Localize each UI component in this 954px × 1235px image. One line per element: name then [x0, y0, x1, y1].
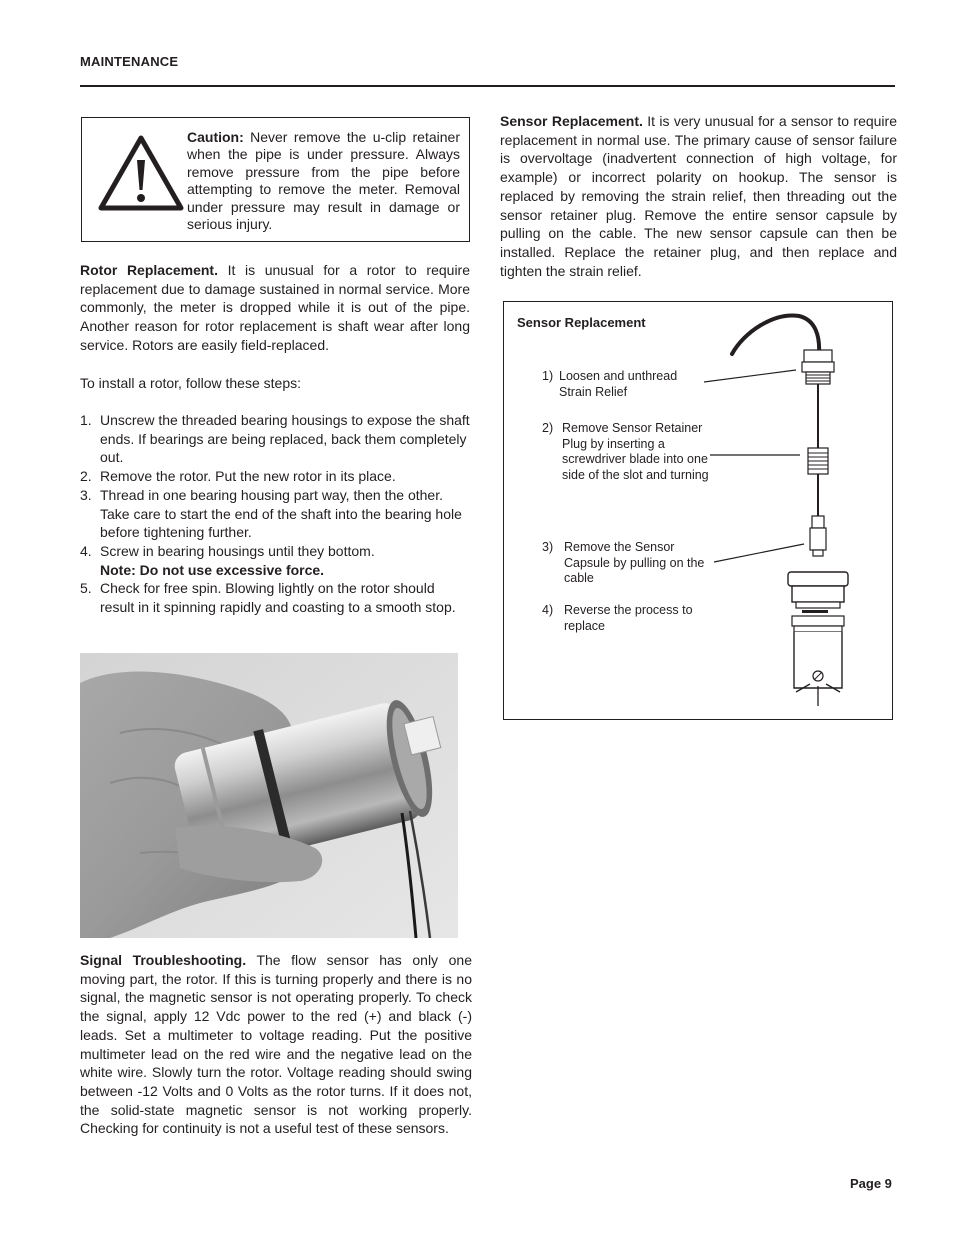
- figure-title: Sensor Replacement: [517, 315, 646, 330]
- figure-step-number: 1): [542, 369, 554, 383]
- step-text: Check for free spin. Blowing lightly on the rotor should result in it spinning rapidly and coasting to a smooth stop.: [100, 580, 456, 616]
- warning-triangle-icon: [95, 130, 187, 214]
- step-text: Remove the rotor. Put the new rotor in its place.: [100, 468, 396, 485]
- figure-step: [542, 421, 717, 483]
- caution-box: [81, 117, 470, 242]
- step-number: 3.: [80, 486, 92, 503]
- figure-step: [542, 369, 707, 400]
- step-text: Thread in one bearing housing part way, then the other. Take care to start the end of the shaft into the bearing hole before tightening further.: [100, 486, 462, 541]
- figure-step-text: Reverse the process to replace: [564, 603, 693, 633]
- figure-step-text: Remove Sensor Retainer Plug by inserting a screwdriver blade into one side of the slot and turning: [562, 421, 709, 482]
- figure-step: [542, 603, 707, 634]
- rotor-step: [80, 542, 470, 579]
- rotor-step: [80, 486, 470, 542]
- sensor-body: It is very unusual for a sensor to require replacement in normal use. The primary cause of sensor failure is overvoltage (inadvertent connection of high voltage, for example) or incorrect polarity on hookup. The sensor is replaced by removing the strain relief, then threading out the sensor retainer plug. Remove the entire sensor capsule by pulling on the cable. The new sensor capsule can then be installed. Replace the retainer plug, and then replace and tighten the strain relief.: [500, 113, 897, 279]
- rotor-body: It is unusual for a rotor to require replacement due to damage sustained in normal service. More commonly, the meter is dropped while it is out of the pipe. Another reason for rotor replacement is shaft wear after long service. Rotors are easily field-replaced.: [80, 262, 471, 353]
- header-rule: [80, 85, 895, 87]
- rotor-step: [80, 579, 470, 616]
- step-number: 1.: [80, 412, 92, 428]
- sensor-replacement-figure: [503, 301, 893, 720]
- rotor-step: [80, 411, 470, 467]
- rotor-intro: To install a rotor, follow these steps:: [80, 375, 301, 391]
- figure-step-number: 4): [542, 603, 554, 617]
- rotor-replacement-paragraph: [80, 261, 470, 355]
- meter-photo: [80, 653, 458, 938]
- step-number: 4.: [80, 542, 92, 559]
- figure-step-number: 3): [542, 540, 554, 554]
- figure-step-text: Remove the Sensor Capsule by pulling on the cable: [564, 540, 705, 586]
- signal-heading: Signal Troubleshooting.: [80, 952, 247, 968]
- rotor-steps-list: [80, 411, 470, 617]
- signal-body: The flow sensor has only one moving part, the rotor. If this is turning properly and there is no signal, the magnetic sensor is not operating properly. To check the signal, apply 12 Vdc power to the red (+) and black (-) leads. Set a multimeter to voltage reading. Put the positive multimeter lead on the red wire and the negative lead on the white wire. Slowly turn the rotor. Voltage reading should swing between -12 Volts and 0 Volts as the rotor turns. If it does not, the solid-state magnetic sensor is not working properly. Checking for continuity is not a useful test of these sensors.: [80, 952, 472, 1137]
- caution-label: Caution:: [187, 129, 244, 145]
- sensor-heading: Sensor Replacement.: [500, 113, 643, 129]
- figure-step-text: Loosen and unthread Strain Relief: [559, 369, 678, 399]
- rotor-step: [80, 467, 470, 486]
- step-number: 2.: [80, 468, 92, 485]
- caution-body: Never remove the u-clip retainer when the pipe is under pressure. Always remove pressure from the pipe before attempting to remove the meter. Removal under pressure may result in damage or serious injury.: [187, 129, 460, 233]
- signal-troubleshooting-paragraph: [80, 951, 472, 1138]
- figure-step-number: 2): [542, 421, 554, 435]
- step-note: Note: Do not use excessive force.: [100, 561, 325, 578]
- step-text: Unscrew the threaded bearing housings to expose the shaft ends. If bearings are being replaced, back them completely out.: [100, 412, 470, 466]
- step-number: 5.: [80, 580, 92, 597]
- figure-step: [542, 540, 707, 587]
- section-header: MAINTENANCE: [80, 54, 179, 69]
- sensor-assembly-drawing: [704, 302, 892, 719]
- caution-text: [187, 129, 460, 233]
- rotor-heading: Rotor Replacement.: [80, 262, 218, 278]
- step-text: Screw in bearing housings until they bottom.: [100, 542, 375, 559]
- page-number: Page 9: [850, 1176, 892, 1191]
- sensor-replacement-paragraph: [500, 112, 897, 280]
